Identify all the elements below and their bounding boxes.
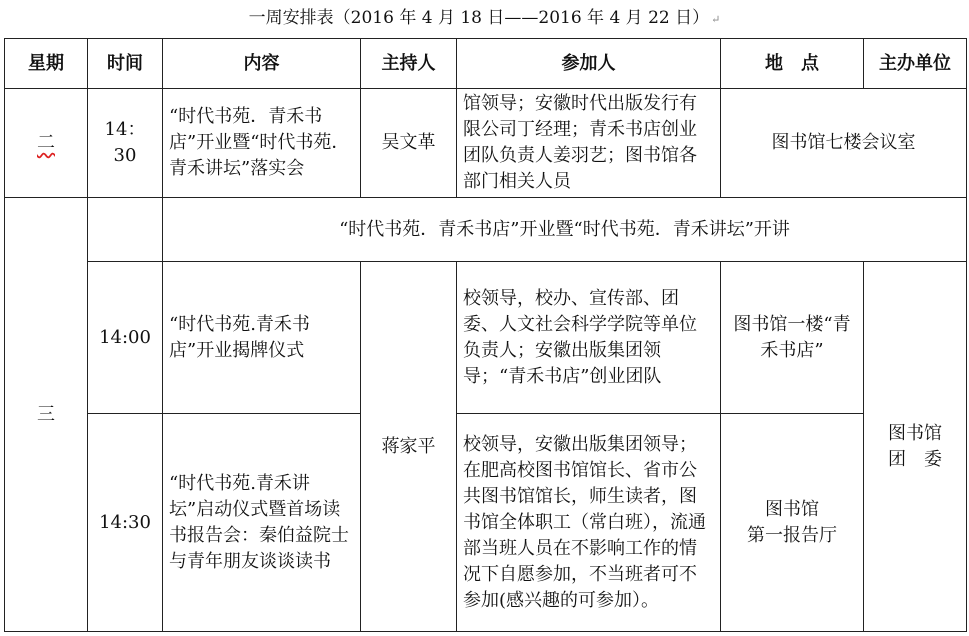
participants-cell: 校领导，安徽出版集团领导；在肥高校图书馆馆长、省市公共图书馆馆长，师生读者，图书馆全体职工（常白班），流通部当班人员在不影响工作的情况下自愿参加，不当班者可不参加(感兴趣的可参加）。 <box>457 414 721 632</box>
header-host: 主持人 <box>361 39 457 89</box>
organizer-cell: 图书馆 团 委 <box>864 262 967 632</box>
content-cell: “时代书苑.青禾讲坛”启动仪式暨首场读书报告会：秦伯益院士与青年朋友谈谈读书 <box>163 414 361 632</box>
time-cell: 14:00 <box>88 262 163 414</box>
table-header-row <box>5 39 967 89</box>
table-row <box>5 262 967 414</box>
location-cell: 图书馆 第一报告厅 <box>721 414 864 632</box>
participants-cell: 馆领导；安徽时代出版发行有限公司丁经理；青禾书店创业团队负责人姜羽艺；图书馆各部门相关人员 <box>457 89 721 198</box>
time-cell <box>88 198 163 262</box>
header-day: 星期 <box>5 39 88 89</box>
schedule-table <box>4 38 967 632</box>
header-organizer: 主办单位 <box>864 39 967 89</box>
day-cell: 三 <box>5 198 88 632</box>
header-location: 地 点 <box>721 39 864 89</box>
table-row <box>5 89 967 198</box>
participants-cell: 校领导，校办、宣传部、团委、人文社会科学学院等单位负责人；安徽出版集团领导；“青禾书店”创业团队 <box>457 262 721 414</box>
content-cell: “时代书苑.青禾书店”开业揭牌仪式 <box>163 262 361 414</box>
header-time: 时间 <box>88 39 163 89</box>
host-cell: 蒋家平 <box>361 262 457 632</box>
header-participants: 参加人 <box>457 39 721 89</box>
paragraph-mark-icon: ↵ <box>711 13 721 26</box>
time-cell: 14：30 <box>88 89 163 198</box>
table-row <box>5 414 967 632</box>
content-cell: “时代书苑．青禾书店”开业暨“时代书苑．青禾讲坛”落实会 <box>163 89 361 198</box>
location-cell: 图书馆七楼会议室 <box>721 89 967 198</box>
time-cell: 14:30 <box>88 414 163 632</box>
day-cell: 二 <box>5 89 88 198</box>
page-title: 一周安排表（2016 年 4 月 18 日——2016 年 4 月 22 日） ↵ <box>248 8 721 28</box>
host-cell: 吴文革 <box>361 89 457 198</box>
table-row <box>5 198 967 262</box>
location-cell: 图书馆一楼“青禾书店” <box>721 262 864 414</box>
event-banner: “时代书苑．青禾书店”开业暨“时代书苑．青禾讲坛”开讲 <box>163 198 967 262</box>
header-content: 内容 <box>163 39 361 89</box>
